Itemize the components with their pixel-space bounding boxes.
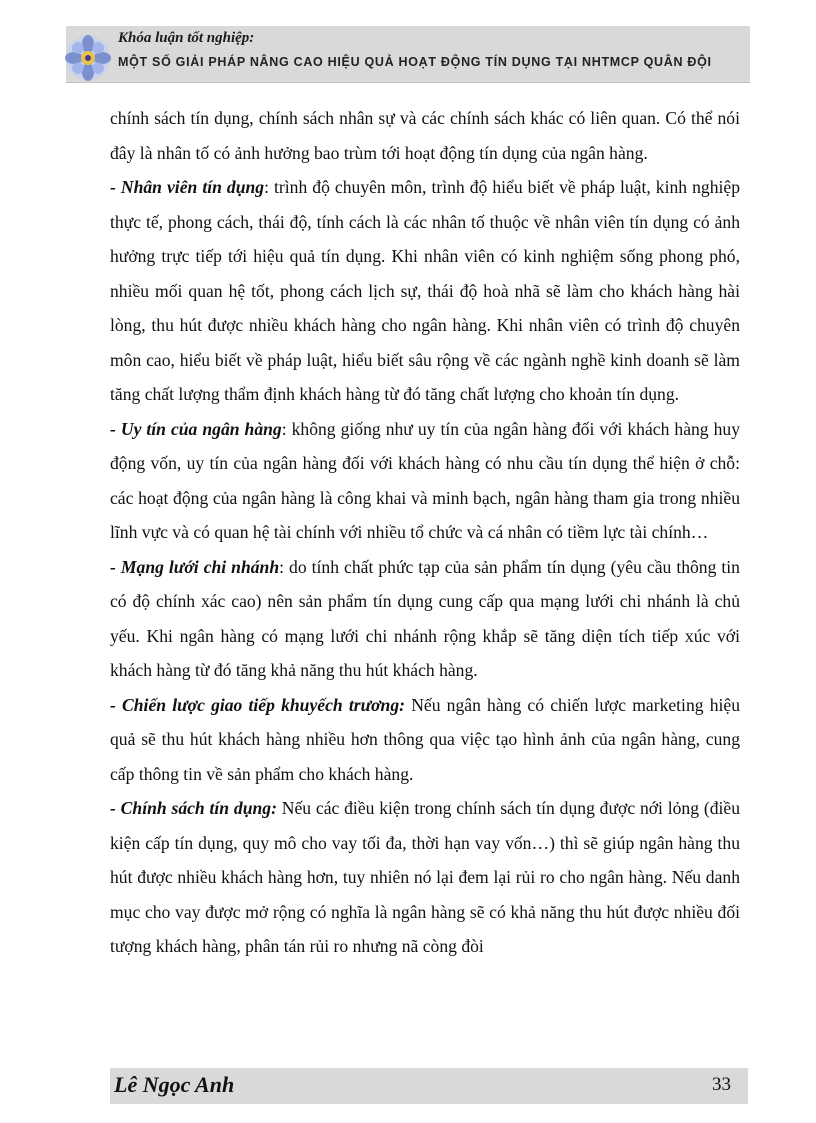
paragraph-4-text: : do tính chất phức tạp của sản phẩm tín dụng (yêu cầu thông tin có độ chính xác cao) nên sản phẩm tín dụng cung cấp qua mạng lưới chi nhánh là chủ yếu. Khi ngân hàng có mạng lưới chi nhánh rộng khắp sẽ tăng diện tích tiếp xúc với khách hàng từ đó tăng khả năng thu hút khách hàng.: [110, 556, 740, 680]
header-title: Khóa luận tốt nghiệp:: [118, 30, 255, 46]
term-credit-staff: - Nhân viên tín dụng: [110, 177, 265, 197]
term-bank-reputation: - Uy tín của ngân hàng: [110, 418, 282, 439]
header-subtitle: MỘT SỐ GIẢI PHÁP NÂNG CAO HIỆU QUẢ HOẠT ĐỘNG TÍN DỤNG TẠI NHTMCP QUÂN ĐỘI: [118, 55, 712, 69]
paragraph-4: [110, 550, 740, 688]
term-promotion-strategy: - Chiến lược giao tiếp khuyếch trương:: [110, 694, 406, 715]
document-body: [110, 101, 740, 964]
paragraph-5-text: Nếu ngân hàng có chiến lược marketing hiệu quả sẽ thu hút khách hàng nhiều hơn thông qua việc tạo hình ảnh của ngân hàng, cung cấp thông tin về sản phẩm cho khách hàng.: [110, 694, 741, 784]
paragraph-2-text: : trình độ chuyên môn, trình độ hiểu biết về pháp luật, kinh nghiệp thực tế, phong cách, thái độ, tính cách là các nhân tố thuộc về nhân viên tín dụng có ảnh hưởng trực tiếp tới hiệu quả tín dụng. Khi nhân viên có kinh nghiệm sống phong phó, nhiều mối quan hệ tốt, phong cách lịch sự, thái độ hoà nhã sẽ làm cho khách hàng hài lòng, thu hút được nhiều khách hàng cho ngân hàng. Khi nhân viên có trình độ chuyên môn cao, hiểu biết về pháp luật, hiểu biết sâu rộng về các ngành nghề kinh doanh sẽ làm tăng chất lượng thẩm định khách hàng từ đó tăng chất lượng cho khoản tín dụng.: [110, 177, 740, 404]
paragraph-6-text: Nếu các điều kiện trong chính sách tín dụng được nới lỏng (điều kiện cấp tín dụng, quy mô cho vay tối đa, thời hạn vay vốn…) thì sẽ giúp ngân hàng thu hút được nhiều khách hàng hơn, tuy nhiên nó lại đem lại rủi ro cho ngân hàng. Nếu danh mục cho vay được mở rộng có nghĩa là ngân hàng sẽ có khả năng thu hút được nhiều đối tượng khách hàng, phân tán rủi ro nhưng nã còng đòi: [110, 798, 740, 956]
paragraph-3: [110, 412, 740, 550]
term-credit-policy: - Chính sách tín dụng:: [110, 798, 277, 818]
paragraph-1: chính sách tín dụng, chính sách nhân sự và các chính sách khác có liên quan. Có thể nói đây là nhân tố có ảnh hưởng bao trùm tới hoạt động tín dụng của ngân hàng.: [110, 108, 740, 163]
term-branch-network: - Mạng lưới chi nhánh: [110, 556, 280, 577]
paragraph-5: [110, 688, 740, 792]
footer-author: Lê Ngọc Anh: [114, 1072, 235, 1097]
paragraph-6: [110, 791, 740, 964]
paragraph-3-text: : không giống như uy tín của ngân hàng đối với khách hàng huy động vốn, uy tín của ngân hàng đối với khách hàng có nhu cầu tín dụng thể hiện ở chỗ: các hoạt động của ngân hàng là công khai và minh bạch, ngân hàng tham gia trong nhiều lĩnh vực và có quan hệ tài chính với nhiều tổ chức và cá nhân có tiềm lực tài chính…: [110, 418, 740, 542]
paragraph-2: [110, 170, 740, 412]
page-number: 33: [712, 1074, 731, 1095]
flower-logo-icon: [64, 34, 112, 82]
